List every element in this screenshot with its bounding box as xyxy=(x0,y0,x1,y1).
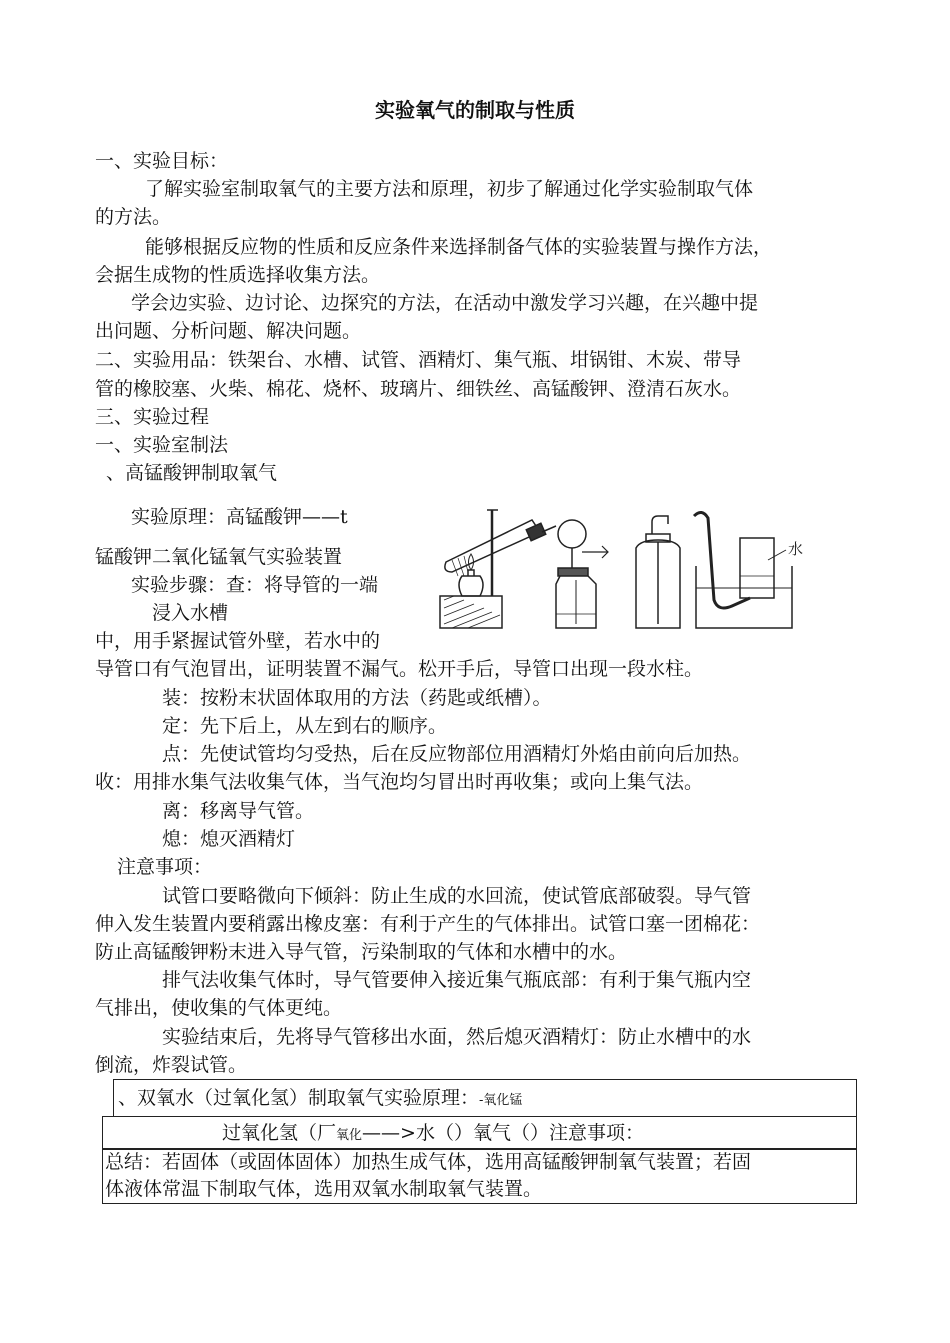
step-dian: 点：先使试管均匀受热，后在反应物部位用酒精灯外焰由前向后加热。 xyxy=(162,743,752,765)
h2o2-principle-box xyxy=(113,1079,857,1117)
goal-2-line-1: 能够根据反应物的性质和反应条件来选择制备气体的实验装置与操作方法， xyxy=(145,236,773,258)
water-label: 水 xyxy=(788,540,804,558)
kmno4-heading: 、高锰酸钾制取氧气 xyxy=(106,462,278,484)
goal-1-line-2: 的方法。 xyxy=(95,206,172,228)
steps-line-3: 中，用手紧握试管外壁，若水中的 xyxy=(95,630,381,652)
summary-line-2: 体液体常温下制取气体，选用双氧水制取氧气装置。 xyxy=(105,1178,543,1200)
note-3-line-2: 倒流，炸裂试管。 xyxy=(95,1054,248,1076)
equation-part-b: ——>水（）氧气（）注意事项： xyxy=(362,1122,644,1144)
page-title: 实验氧气的制取与性质 xyxy=(375,98,575,122)
goal-2-line-2: 会据生成物的性质选择收集方法。 xyxy=(95,264,381,286)
note-1-line-3: 防止高锰酸钾粉末进入导气管，污染制取的气体和水槽中的水。 xyxy=(95,941,628,963)
goal-3-line-2: 出问题、分析问题、解决问题。 xyxy=(95,320,362,342)
step-ding: 定：先下后上，从左到右的顺序。 xyxy=(162,715,448,737)
h2o2-equation-box xyxy=(102,1116,857,1150)
principle-line: 实验原理：高锰酸钾——t xyxy=(131,506,348,528)
note-2-line-1: 排气法收集气体时，导气管要伸入接近集气瓶底部：有利于集气瓶内空 xyxy=(162,969,752,991)
notes-heading: 注意事项： xyxy=(117,856,213,878)
steps-line-1: 实验步骤：查：将导管的一端 xyxy=(131,574,379,596)
steps-line-4: 导管口有气泡冒出，证明装置不漏气。松开手后，导管口出现一段水柱。 xyxy=(95,658,704,680)
gas-bottle-icon xyxy=(636,516,680,628)
step-xi: 熄：熄灭酒精灯 xyxy=(162,828,296,850)
step-li: 离：移离导气管。 xyxy=(162,800,315,822)
h2o2-principle-text: 、双氧水（过氧化氢）制取氧气实验原理： xyxy=(118,1087,480,1109)
note-1-line-1: 试管口要略微向下倾斜：防止生成的水回流，使试管底部破裂。导气管 xyxy=(162,885,752,907)
note-1-line-2: 伸入发生装置内要稍露出橡皮塞：有利于产生的气体排出。试管口塞一团棉花： xyxy=(95,913,761,935)
note-2-line-2: 气排出，使收集的气体更纯。 xyxy=(95,997,343,1019)
materials-line-2: 管的橡胶塞、火柴、棉花、烧杯、玻璃片、细铁丝、高锰酸钾、澄清石灰水。 xyxy=(95,378,742,400)
steps-line-2: 浸入水槽 xyxy=(152,602,229,624)
section-goals-heading: 一、实验目标： xyxy=(95,150,229,172)
principle-line-2: 锰酸钾二氧化锰氧气实验装置 xyxy=(95,546,343,568)
note-3-line-1: 实验结束后，先将导气管移出水面，然后熄灭酒精灯：防止水槽中的水 xyxy=(162,1026,752,1048)
materials-line-1: 二、实验用品：铁架台、水槽、试管、酒精灯、集气瓶、坩锅钳、木炭、带导 xyxy=(95,349,742,371)
water-trough-icon xyxy=(694,512,803,628)
step-zhuang: 装：按粉末状固体取用的方法（药匙或纸槽）。 xyxy=(162,687,552,709)
lab-method-heading: 一、实验室制法 xyxy=(95,434,229,456)
summary-line-1: 总结：若固体（或固体固体）加热生成气体，选用高锰酸钾制氧气装置；若固 xyxy=(105,1151,752,1173)
goal-1-line-1: 了解实验室制取氧气的主要方法和原理，初步了解通过化学实验制取气体 xyxy=(145,178,754,200)
test-tube-icon xyxy=(445,520,556,576)
section-process-heading: 三、实验过程 xyxy=(95,406,210,428)
iron-stand-icon xyxy=(440,510,502,628)
goal-3-line-1: 学会边实验、边讨论、边探究的方法，在活动中激发学习兴趣，在兴趣中提 xyxy=(131,292,759,314)
summary-box xyxy=(102,1148,857,1204)
catalyst-label: -氧化锰 xyxy=(479,1093,523,1108)
funnel-flask-icon xyxy=(556,520,608,628)
equation-catalyst-label: 氧化 xyxy=(336,1128,363,1143)
equation-part-a: 过氧化氢（厂 xyxy=(222,1122,337,1144)
apparatus-figure xyxy=(432,502,812,634)
step-shou: 收：用排水集气法收集气体，当气泡均匀冒出时再收集；或向上集气法。 xyxy=(95,771,704,793)
